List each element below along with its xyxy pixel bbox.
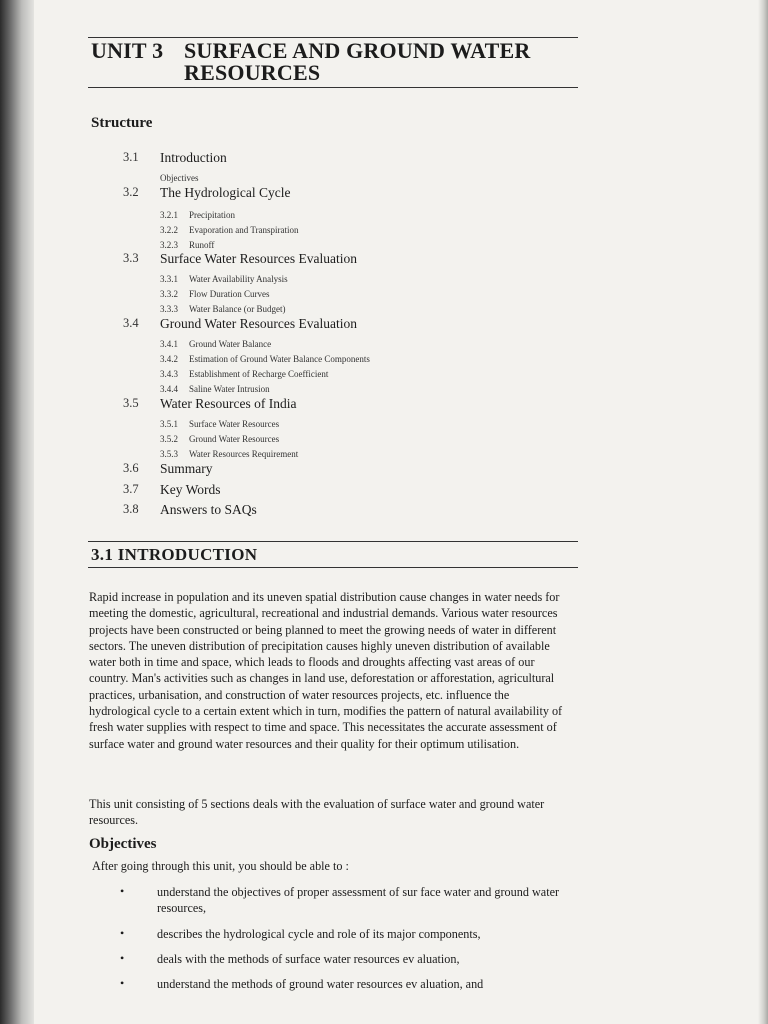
list-item-text: understand the methods of ground water resources ev aluation, and <box>157 977 484 991</box>
section-top-rule <box>88 541 578 542</box>
toc-subitem-label: Establishment of Recharge Coefficient <box>189 369 329 379</box>
toc-label: Introduction <box>160 150 227 165</box>
section-heading: 3.1 INTRODUCTION <box>91 545 258 564</box>
bullet-icon: • <box>120 951 125 965</box>
toc-subitem-label: Flow Duration Curves <box>189 289 270 299</box>
toc-subitem-number: 3.4.4 <box>160 384 178 394</box>
intro-paragraph: This unit consisting of 5 sections deals with the evaluation of surface water and ground water resources. <box>89 797 545 828</box>
toc-number: 3.4 <box>123 316 139 330</box>
toc-number: 3.7 <box>123 482 139 496</box>
section-bottom-rule <box>88 567 578 568</box>
toc-subitem-number: 3.2.1 <box>160 210 178 220</box>
toc-subitem-number: 3.4.3 <box>160 369 178 379</box>
toc-label: Summary <box>160 461 213 476</box>
toc-subitem <box>160 299 540 317</box>
page-right-edge <box>758 0 768 1024</box>
toc-number: 3.3 <box>123 251 139 265</box>
toc-label: Surface Water Resources Evaluation <box>160 251 357 266</box>
bullet-icon: • <box>120 884 125 898</box>
toc-subitem-label: Evaporation and Transpiration <box>189 225 299 235</box>
toc-label: Key Words <box>160 482 221 497</box>
unit-number: UNIT 3 <box>91 38 164 63</box>
toc-subitem-label: Saline Water Intrusion <box>189 384 270 394</box>
toc-subitem-number: 3.5.1 <box>160 419 178 429</box>
toc-label: The Hydrological Cycle <box>160 185 291 200</box>
toc-subitem <box>160 168 540 186</box>
toc-subitem-label: Objectives <box>160 173 199 183</box>
unit-name: SURFACE AND GROUND WATER RESOURCES <box>184 38 531 85</box>
toc-number: 3.5 <box>123 396 139 410</box>
toc-subitem-label: Precipitation <box>189 210 235 220</box>
toc-subitem-number: 3.5.2 <box>160 434 178 444</box>
toc-subitem-number: 3.3.3 <box>160 304 178 314</box>
toc-subitem-label: Water Balance (or Budget) <box>189 304 286 314</box>
toc-subitem <box>160 379 540 397</box>
toc-subitem-label: Ground Water Balance <box>189 339 272 349</box>
toc-subitem-number: 3.2.3 <box>160 240 178 250</box>
list-item-text: understand the objectives of proper assessment of sur face water and ground water resources, <box>157 885 560 916</box>
toc-subitem-label: Water Availability Analysis <box>189 274 288 284</box>
toc-label: Answers to SAQs <box>160 502 257 517</box>
list-item-text: deals with the methods of surface water resources ev aluation, <box>157 952 460 966</box>
toc-subitem-label: Estimation of Ground Water Balance Components <box>189 354 370 364</box>
toc-subitem-number: 3.3.1 <box>160 274 178 284</box>
toc-subitem-number: 3.2.2 <box>160 225 178 235</box>
toc-subitem-number: 3.3.2 <box>160 289 178 299</box>
bullet-icon: • <box>120 926 125 940</box>
toc-subitem-label: Ground Water Resources <box>189 434 280 444</box>
toc-number: 3.2 <box>123 185 139 199</box>
toc-number: 3.1 <box>123 150 139 164</box>
toc-subitem-label: Surface Water Resources <box>189 419 280 429</box>
toc-subitem-number: 3.4.2 <box>160 354 178 364</box>
toc-label: Ground Water Resources Evaluation <box>160 316 357 331</box>
toc-subitem-number: 3.5.3 <box>160 449 178 459</box>
intro-paragraph: Rapid increase in population and its uneven spatial distribution cause changes in water needs for meeting the domestic, agricultural, recreational and industrial demands. Various water resources projects have been constructed or being planned to meet the growing needs of water in different sectors. The uneven distribution of precipitation causes highly uneven distribution of available water both in time and space, which leads to floods and droughts affecting vast areas of our country. Man's activities such as changes in land use, deforestation or afforestation, agricultural practices, urbanisation, and construction of water resources projects, etc. influence the hydrological cycle to a certain extent which in turn, modifies the pattern of natural availability of fresh water supplies with respect to time and space. This necessitates the accurate assessment of surface water and ground water resources and their quality for their optimum utilisation. <box>89 590 563 751</box>
toc-label: Water Resources of India <box>160 396 297 411</box>
bullet-icon: • <box>120 976 125 990</box>
toc-subitem-label: Water Resources Requirement <box>189 449 299 459</box>
header-bottom-rule <box>88 87 578 88</box>
page-binding-shadow <box>0 0 34 1024</box>
toc-number: 3.8 <box>123 502 139 516</box>
toc-subitem-label: Runoff <box>189 240 215 250</box>
objectives-heading: Objectives <box>89 836 157 852</box>
structure-heading: Structure <box>91 115 153 131</box>
objectives-intro: After going through this unit, you should be able to : <box>92 859 349 873</box>
toc-subitem <box>160 444 540 462</box>
list-item-text: describes the hydrological cycle and role of its major components, <box>157 927 481 941</box>
toc-number: 3.6 <box>123 461 139 475</box>
toc-subitem-number: 3.4.1 <box>160 339 178 349</box>
